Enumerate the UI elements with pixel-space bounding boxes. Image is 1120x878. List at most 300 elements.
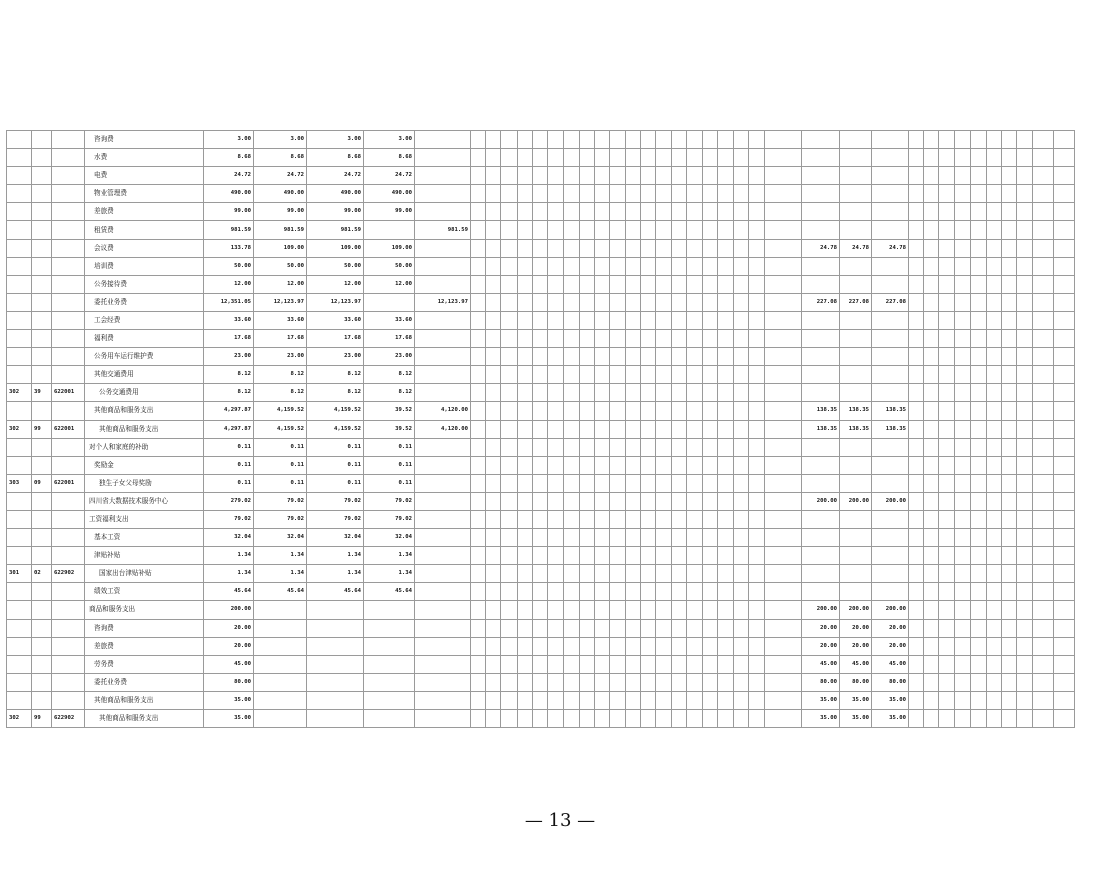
empty-cell <box>595 384 610 402</box>
empty-cell <box>626 275 641 293</box>
empty-cell <box>656 601 672 619</box>
empty-cell <box>672 547 687 565</box>
empty-cell <box>1054 185 1075 203</box>
empty-cell <box>765 710 802 728</box>
empty-cell <box>765 655 802 673</box>
empty-cell <box>909 348 924 366</box>
empty-cell <box>1054 384 1075 402</box>
empty-cell <box>765 366 802 384</box>
amount-cell <box>471 456 486 474</box>
table-row <box>7 311 1075 329</box>
empty-cell <box>924 257 939 275</box>
empty-cell <box>955 529 971 547</box>
other-fund-cell <box>840 257 872 275</box>
empty-cell <box>955 203 971 221</box>
empty-cell <box>641 330 656 348</box>
empty-cell <box>924 619 939 637</box>
empty-cell <box>687 637 703 655</box>
class-code-cell <box>7 492 32 510</box>
empty-cell <box>703 366 718 384</box>
empty-cell <box>718 311 734 329</box>
amount-cell: 0.11 <box>254 456 307 474</box>
other-fund-cell: 45.00 <box>802 655 840 673</box>
amount-cell: 4,297.87 <box>204 402 254 420</box>
empty-cell <box>703 547 718 565</box>
empty-cell <box>718 474 734 492</box>
empty-cell <box>1002 438 1017 456</box>
empty-cell <box>626 239 641 257</box>
empty-cell <box>718 185 734 203</box>
empty-cell <box>518 131 533 149</box>
empty-cell <box>564 510 580 528</box>
empty-cell <box>580 438 595 456</box>
amount-cell: 8.12 <box>254 366 307 384</box>
empty-cell <box>703 655 718 673</box>
amount-cell: 0.11 <box>364 474 415 492</box>
empty-cell <box>518 456 533 474</box>
other-fund-cell <box>802 257 840 275</box>
empty-cell <box>533 293 548 311</box>
empty-cell <box>672 655 687 673</box>
empty-cell <box>595 637 610 655</box>
empty-cell <box>924 510 939 528</box>
empty-cell <box>987 420 1002 438</box>
unit-code-cell <box>52 492 85 510</box>
empty-cell <box>939 275 955 293</box>
empty-cell <box>718 655 734 673</box>
empty-cell <box>656 710 672 728</box>
other-fund-cell <box>872 510 909 528</box>
empty-cell <box>564 420 580 438</box>
empty-cell <box>924 565 939 583</box>
amount-cell <box>415 474 471 492</box>
empty-cell <box>749 529 765 547</box>
empty-cell <box>595 601 610 619</box>
empty-cell <box>641 203 656 221</box>
other-fund-cell: 35.00 <box>872 710 909 728</box>
empty-cell <box>641 601 656 619</box>
empty-cell <box>1054 456 1075 474</box>
empty-cell <box>1002 673 1017 691</box>
other-fund-cell <box>840 565 872 583</box>
empty-cell <box>924 293 939 311</box>
amount-cell <box>471 402 486 420</box>
empty-cell <box>939 203 955 221</box>
amount-cell: 12.00 <box>204 275 254 293</box>
amount-cell <box>415 691 471 709</box>
amount-cell <box>471 185 486 203</box>
item-code-cell <box>32 673 52 691</box>
empty-cell <box>626 438 641 456</box>
other-fund-cell <box>840 529 872 547</box>
item-name-cell: 福利费 <box>85 330 204 348</box>
empty-cell <box>687 257 703 275</box>
class-code-cell <box>7 311 32 329</box>
other-fund-cell <box>840 348 872 366</box>
empty-cell <box>1002 420 1017 438</box>
amount-cell: 23.00 <box>364 348 415 366</box>
amount-cell: 80.00 <box>204 673 254 691</box>
unit-code-cell <box>52 311 85 329</box>
other-fund-cell <box>872 456 909 474</box>
empty-cell <box>765 203 802 221</box>
empty-cell <box>703 583 718 601</box>
empty-cell <box>687 384 703 402</box>
empty-cell <box>626 529 641 547</box>
empty-cell <box>909 366 924 384</box>
amount-cell <box>471 438 486 456</box>
empty-cell <box>1054 348 1075 366</box>
other-fund-cell <box>802 203 840 221</box>
empty-cell <box>909 438 924 456</box>
empty-cell <box>749 474 765 492</box>
empty-cell <box>595 275 610 293</box>
other-fund-cell: 227.08 <box>802 293 840 311</box>
other-fund-cell: 200.00 <box>802 492 840 510</box>
other-fund-cell: 20.00 <box>802 637 840 655</box>
empty-cell <box>924 366 939 384</box>
empty-cell <box>987 293 1002 311</box>
empty-cell <box>734 257 749 275</box>
item-code-cell <box>32 601 52 619</box>
amount-cell: 4,120.00 <box>415 420 471 438</box>
empty-cell <box>939 384 955 402</box>
empty-cell <box>1054 619 1075 637</box>
empty-cell <box>749 547 765 565</box>
empty-cell <box>518 691 533 709</box>
empty-cell <box>580 420 595 438</box>
empty-cell <box>501 366 518 384</box>
empty-cell <box>518 474 533 492</box>
empty-cell <box>765 311 802 329</box>
empty-cell <box>718 402 734 420</box>
other-fund-cell <box>802 131 840 149</box>
empty-cell <box>580 492 595 510</box>
other-fund-cell <box>840 221 872 239</box>
amount-cell: 1.34 <box>364 565 415 583</box>
empty-cell <box>610 456 626 474</box>
empty-cell <box>909 637 924 655</box>
empty-cell <box>687 239 703 257</box>
empty-cell <box>595 330 610 348</box>
empty-cell <box>955 257 971 275</box>
empty-cell <box>626 492 641 510</box>
empty-cell <box>765 565 802 583</box>
empty-cell <box>924 402 939 420</box>
other-fund-cell <box>872 348 909 366</box>
empty-cell <box>626 710 641 728</box>
empty-cell <box>626 131 641 149</box>
empty-cell <box>501 438 518 456</box>
empty-cell <box>656 529 672 547</box>
empty-cell <box>955 131 971 149</box>
amount-cell: 17.68 <box>204 330 254 348</box>
empty-cell <box>1017 710 1033 728</box>
empty-cell <box>924 221 939 239</box>
empty-cell <box>501 185 518 203</box>
other-fund-cell: 45.00 <box>872 655 909 673</box>
empty-cell <box>518 402 533 420</box>
empty-cell <box>1033 348 1054 366</box>
class-code-cell <box>7 438 32 456</box>
amount-cell: 24.72 <box>254 167 307 185</box>
empty-cell <box>548 203 564 221</box>
empty-cell <box>501 293 518 311</box>
empty-cell <box>486 293 501 311</box>
amount-cell: 32.04 <box>204 529 254 547</box>
empty-cell <box>486 510 501 528</box>
other-fund-cell <box>872 384 909 402</box>
empty-cell <box>548 529 564 547</box>
empty-cell <box>749 330 765 348</box>
other-fund-cell <box>840 510 872 528</box>
empty-cell <box>703 456 718 474</box>
empty-cell <box>734 510 749 528</box>
amount-cell: 4,120.00 <box>415 402 471 420</box>
empty-cell <box>548 311 564 329</box>
empty-cell <box>1002 655 1017 673</box>
item-name-cell: 差旅费 <box>85 203 204 221</box>
amount-cell: 24.72 <box>204 167 254 185</box>
empty-cell <box>939 510 955 528</box>
empty-cell <box>533 257 548 275</box>
empty-cell <box>987 167 1002 185</box>
amount-cell: 17.68 <box>307 330 364 348</box>
empty-cell <box>564 167 580 185</box>
empty-cell <box>564 311 580 329</box>
empty-cell <box>718 275 734 293</box>
empty-cell <box>580 565 595 583</box>
empty-cell <box>533 167 548 185</box>
other-fund-cell: 20.00 <box>872 619 909 637</box>
empty-cell <box>656 402 672 420</box>
empty-cell <box>1002 456 1017 474</box>
unit-code-cell <box>52 275 85 293</box>
empty-cell <box>610 619 626 637</box>
amount-cell: 45.64 <box>307 583 364 601</box>
empty-cell <box>1017 311 1033 329</box>
empty-cell <box>580 547 595 565</box>
empty-cell <box>924 547 939 565</box>
empty-cell <box>971 366 987 384</box>
other-fund-cell <box>840 167 872 185</box>
empty-cell <box>533 366 548 384</box>
empty-cell <box>734 637 749 655</box>
empty-cell <box>518 438 533 456</box>
empty-cell <box>703 348 718 366</box>
empty-cell <box>486 149 501 167</box>
class-code-cell <box>7 529 32 547</box>
empty-cell <box>501 131 518 149</box>
empty-cell <box>610 547 626 565</box>
empty-cell <box>987 330 1002 348</box>
empty-cell <box>548 275 564 293</box>
table-row <box>7 492 1075 510</box>
other-fund-cell <box>802 311 840 329</box>
empty-cell <box>486 456 501 474</box>
empty-cell <box>641 239 656 257</box>
empty-cell <box>909 185 924 203</box>
amount-cell: 490.00 <box>254 185 307 203</box>
amount-cell <box>471 239 486 257</box>
empty-cell <box>486 402 501 420</box>
amount-cell <box>415 438 471 456</box>
empty-cell <box>718 565 734 583</box>
empty-cell <box>533 203 548 221</box>
amount-cell <box>415 547 471 565</box>
empty-cell <box>486 330 501 348</box>
item-code-cell <box>32 131 52 149</box>
amount-cell: 17.68 <box>364 330 415 348</box>
empty-cell <box>518 384 533 402</box>
empty-cell <box>718 348 734 366</box>
table-row <box>7 384 1075 402</box>
empty-cell <box>749 402 765 420</box>
other-fund-cell <box>802 330 840 348</box>
empty-cell <box>610 185 626 203</box>
empty-cell <box>656 348 672 366</box>
empty-cell <box>486 474 501 492</box>
item-name-cell: 水费 <box>85 149 204 167</box>
empty-cell <box>987 583 1002 601</box>
class-code-cell <box>7 366 32 384</box>
amount-cell <box>254 637 307 655</box>
empty-cell <box>672 456 687 474</box>
amount-cell: 8.12 <box>364 366 415 384</box>
item-name-cell: 劳务费 <box>85 655 204 673</box>
empty-cell <box>939 149 955 167</box>
class-code-cell <box>7 330 32 348</box>
empty-cell <box>971 583 987 601</box>
empty-cell <box>501 420 518 438</box>
empty-cell <box>718 510 734 528</box>
amount-cell: 50.00 <box>254 257 307 275</box>
empty-cell <box>1017 257 1033 275</box>
amount-cell: 35.00 <box>204 691 254 709</box>
amount-cell <box>471 384 486 402</box>
amount-cell: 8.12 <box>364 384 415 402</box>
other-fund-cell <box>840 456 872 474</box>
unit-code-cell <box>52 456 85 474</box>
empty-cell <box>749 185 765 203</box>
table-row <box>7 366 1075 384</box>
empty-cell <box>641 366 656 384</box>
empty-cell <box>1033 655 1054 673</box>
empty-cell <box>610 366 626 384</box>
empty-cell <box>734 565 749 583</box>
empty-cell <box>1017 348 1033 366</box>
empty-cell <box>765 510 802 528</box>
empty-cell <box>626 311 641 329</box>
item-code-cell <box>32 293 52 311</box>
empty-cell <box>987 438 1002 456</box>
amount-cell: 279.02 <box>204 492 254 510</box>
empty-cell <box>955 275 971 293</box>
amount-cell: 133.78 <box>204 239 254 257</box>
empty-cell <box>518 673 533 691</box>
empty-cell <box>987 637 1002 655</box>
amount-cell <box>471 619 486 637</box>
empty-cell <box>955 384 971 402</box>
empty-cell <box>971 239 987 257</box>
empty-cell <box>564 402 580 420</box>
empty-cell <box>518 239 533 257</box>
empty-cell <box>703 710 718 728</box>
amount-cell <box>364 637 415 655</box>
item-code-cell <box>32 257 52 275</box>
item-code-cell <box>32 203 52 221</box>
amount-cell <box>415 167 471 185</box>
empty-cell <box>939 583 955 601</box>
empty-cell <box>656 384 672 402</box>
empty-cell <box>765 601 802 619</box>
empty-cell <box>672 474 687 492</box>
empty-cell <box>955 311 971 329</box>
empty-cell <box>987 456 1002 474</box>
empty-cell <box>486 529 501 547</box>
other-fund-cell: 20.00 <box>840 637 872 655</box>
empty-cell <box>486 185 501 203</box>
empty-cell <box>656 366 672 384</box>
table-row <box>7 583 1075 601</box>
empty-cell <box>955 185 971 203</box>
amount-cell <box>415 510 471 528</box>
empty-cell <box>765 691 802 709</box>
table-row <box>7 420 1075 438</box>
empty-cell <box>610 257 626 275</box>
item-code-cell <box>32 529 52 547</box>
amount-cell <box>415 456 471 474</box>
empty-cell <box>610 438 626 456</box>
empty-cell <box>734 185 749 203</box>
empty-cell <box>672 492 687 510</box>
other-fund-cell <box>872 167 909 185</box>
empty-cell <box>1002 203 1017 221</box>
item-name-cell: 公务接待费 <box>85 275 204 293</box>
empty-cell <box>610 131 626 149</box>
amount-cell: 981.59 <box>415 221 471 239</box>
empty-cell <box>955 655 971 673</box>
empty-cell <box>518 510 533 528</box>
empty-cell <box>626 167 641 185</box>
other-fund-cell <box>840 366 872 384</box>
other-fund-cell <box>872 149 909 167</box>
empty-cell <box>718 619 734 637</box>
class-code-cell <box>7 348 32 366</box>
empty-cell <box>641 619 656 637</box>
amount-cell <box>364 221 415 239</box>
other-fund-cell <box>840 547 872 565</box>
empty-cell <box>1033 203 1054 221</box>
amount-cell: 8.12 <box>307 384 364 402</box>
amount-cell <box>471 529 486 547</box>
empty-cell <box>656 565 672 583</box>
empty-cell <box>656 637 672 655</box>
empty-cell <box>1054 402 1075 420</box>
other-fund-cell: 24.78 <box>872 239 909 257</box>
empty-cell <box>1002 402 1017 420</box>
empty-cell <box>1002 529 1017 547</box>
empty-cell <box>518 565 533 583</box>
table-row <box>7 330 1075 348</box>
empty-cell <box>703 529 718 547</box>
empty-cell <box>518 311 533 329</box>
amount-cell <box>415 257 471 275</box>
empty-cell <box>486 420 501 438</box>
table-row <box>7 203 1075 221</box>
empty-cell <box>672 330 687 348</box>
empty-cell <box>703 167 718 185</box>
